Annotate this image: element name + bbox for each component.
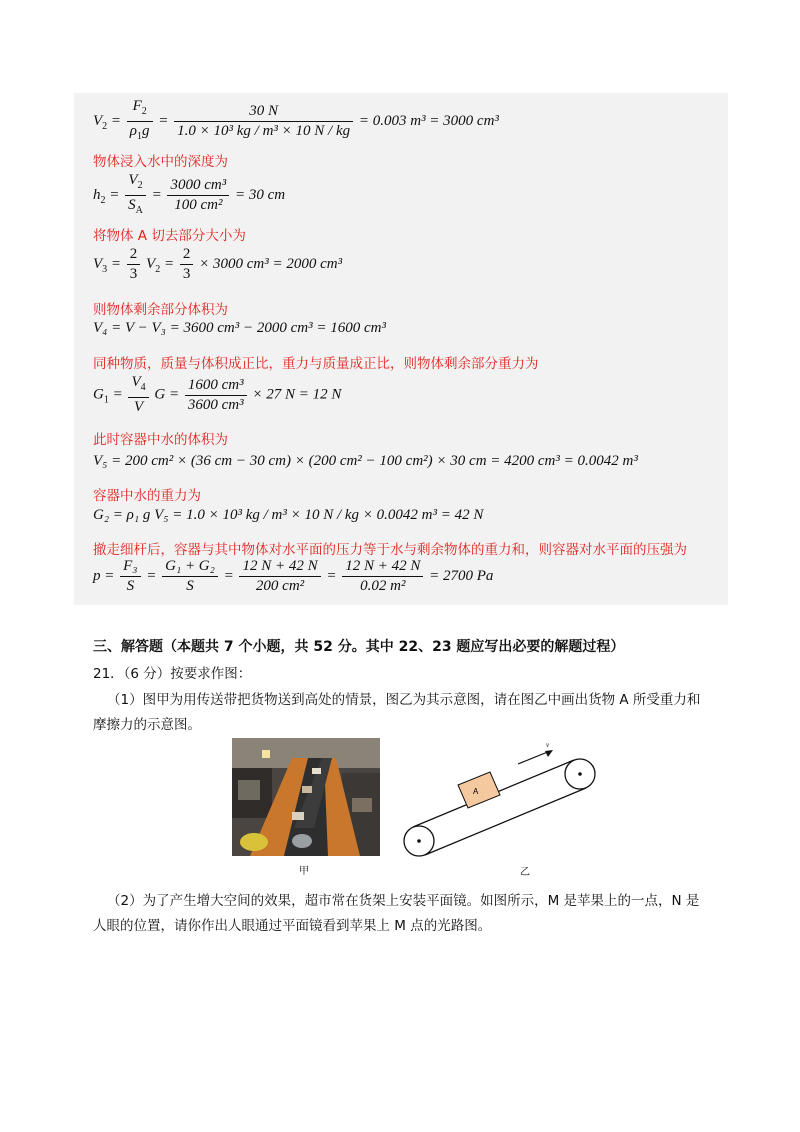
text-pressure-intro: 撤走细杆后，容器与其中物体对水平面的压力等于水与剩余物体的重力和，则容器对水平面的压强为 bbox=[93, 542, 687, 558]
equation-pressure: p = $\frac{\text{F₃}}{S}$ = $\frac{\text{G₁ + G₂}}{S}$ = $\frac{12 N + 42 N}{\text{200 cm²}}$ = $\frac{12 N + 42 N}{\text{0.02 m²}}$ = 2700 Pa bbox=[93, 558, 494, 594]
figure-b-caption: 乙 bbox=[520, 867, 530, 878]
svg-text:v: v bbox=[546, 741, 550, 749]
equation-v5: V₅ = 200 cm² × (36 cm − 30 cm) × (200 cm² − 100 cm²) × 30 cm = 4200 cm³ = 0.0042 m³ bbox=[93, 453, 638, 469]
section-title: 三、解答题（本题共 7 个小题，共 52 分。其中 22、23 题应写出必要的解题过程） bbox=[93, 639, 625, 655]
equation-h2: $h_2$ = $\frac{V_2}{S_A}$ = $\frac{\text{3000 cm³}}{\text{100 cm²}}$ = 30 cm bbox=[93, 172, 286, 216]
cargo-block-a bbox=[458, 772, 500, 808]
figure-a-caption: 甲 bbox=[299, 866, 309, 877]
question-21-part1-line2: 摩擦力的示意图。 bbox=[93, 717, 201, 733]
question-21-heading: 21．（6 分）按要求作图： bbox=[93, 666, 252, 682]
equation-v3: $V_3$ = $\frac{2}{3}$ $V_2$ = $\frac{2}{3}$ × 3000 cm³ = 2000 cm³ bbox=[93, 246, 343, 282]
conveyor-photo bbox=[232, 738, 380, 856]
text-remaining-volume: 则物体剩余部分体积为 bbox=[93, 302, 228, 318]
text-water-weight: 容器中水的重力为 bbox=[93, 488, 201, 504]
equation-v2: $V_2$ = $\frac{F_2}{\rho_1g}$ = $\frac{30 N}{\text{1.0 × 10³ kg / m³ × 10 N / kg}}$ = 0.003 m³ = 3000 cm³ bbox=[93, 98, 499, 142]
velocity-arrow bbox=[518, 751, 550, 764]
text-water-volume: 此时容器中水的体积为 bbox=[93, 432, 228, 448]
text-immersion-depth: 物体浸入水中的深度为 bbox=[93, 154, 228, 170]
svg-text:A: A bbox=[473, 787, 479, 796]
equation-g2: G₂ = ρ₁ g V₅ = 1.0 × 10³ kg / m³ × 10 N / kg × 0.0042 m³ = 42 N bbox=[93, 507, 484, 523]
equation-v4: V₄ = V − V₃ = 3600 cm³ − 2000 cm³ = 1600 cm³ bbox=[93, 320, 386, 336]
text-cut-part: 将物体 A 切去部分大小为 bbox=[93, 228, 246, 244]
question-21-part2-line2: 人眼的位置，请你作出人眼通过平面镜看到苹果上 M 点的光路图。 bbox=[93, 918, 492, 934]
question-21-part2-line1: （2）为了产生增大空间的效果，超市常在货架上安装平面镜。如图所示，M 是苹果上的一点，N 是 bbox=[107, 893, 700, 909]
belt-bottom bbox=[425, 788, 586, 855]
question-21-part1-line1: （1）图甲为用传送带把货物送到高处的情景，图乙为其示意图，请在图乙中画出货物 A 所受重力和 bbox=[107, 692, 701, 708]
conveyor-diagram bbox=[400, 740, 600, 865]
text-proportionality: 同种物质，质量与体积成正比，重力与质量成正比，则物体剩余部分重力为 bbox=[93, 356, 539, 372]
equation-g1: $G_1$ = $\frac{V_4}{V}$ G = $\frac{\text{1600 cm³}}{\text{3600 cm³}}$ × 27 N = 12 N bbox=[93, 374, 342, 415]
